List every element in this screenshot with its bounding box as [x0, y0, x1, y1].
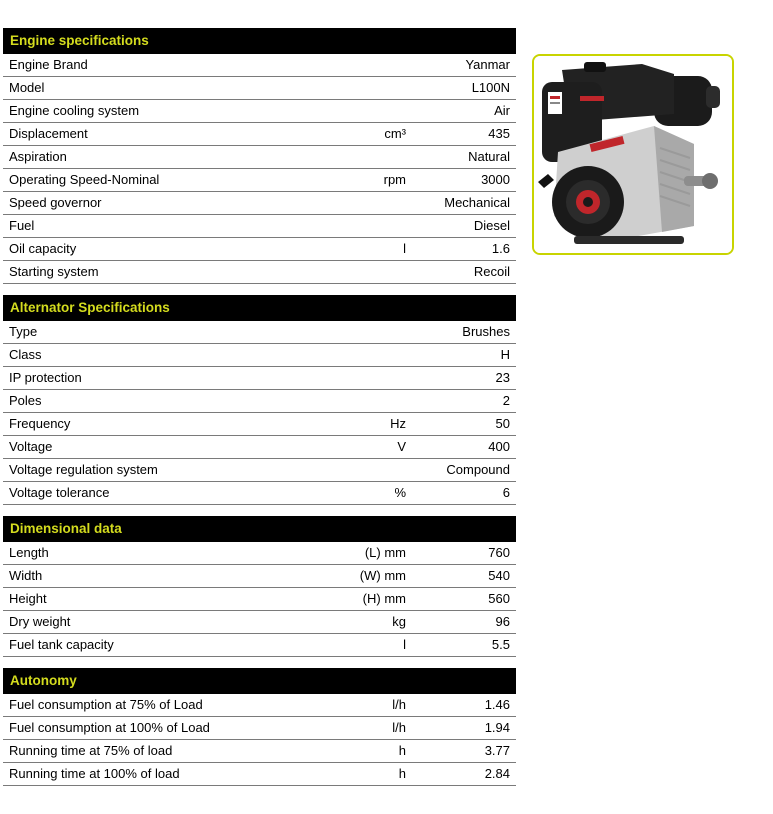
row-unit: l: [403, 241, 406, 256]
row-label: Dry weight: [9, 614, 71, 629]
section-autonomy: [3, 668, 516, 786]
row-label: Frequency: [9, 416, 71, 431]
row-value: Diesel: [473, 218, 510, 233]
row-value: 540: [488, 568, 510, 583]
section-title-alternator: Alternator Specifications: [3, 295, 516, 321]
row-label: Speed governor: [9, 195, 102, 210]
section-alternator: [3, 295, 516, 505]
spec-row-engine-brand: [3, 54, 516, 77]
spec-row-width: [3, 565, 516, 588]
spec-row-class: [3, 344, 516, 367]
row-value: 2.84: [484, 766, 510, 781]
spec-row-model: [3, 77, 516, 100]
row-unit: h: [398, 766, 406, 781]
spec-row-consumption-100: [3, 717, 516, 740]
row-label: Voltage regulation system: [9, 462, 158, 477]
row-label: Fuel consumption at 100% of Load: [9, 720, 210, 735]
spec-row-ip-protection: [3, 367, 516, 390]
section-engine: [3, 28, 516, 284]
row-value: Yanmar: [465, 57, 510, 72]
row-value: L100N: [471, 80, 510, 95]
row-label: Fuel tank capacity: [9, 637, 114, 652]
row-label: Fuel: [9, 218, 35, 233]
spec-row-fuel: [3, 215, 516, 238]
spec-row-running-time-100: [3, 763, 516, 786]
row-value: 2: [502, 393, 510, 408]
row-value: 1.6: [491, 241, 510, 256]
row-label: IP protection: [9, 370, 82, 385]
spec-row-length: [3, 542, 516, 565]
row-unit: l: [403, 637, 406, 652]
row-unit: l/h: [392, 720, 406, 735]
row-value: 50: [495, 416, 510, 431]
row-value: 1.94: [484, 720, 510, 735]
row-label: Width: [9, 568, 43, 583]
row-unit: Hz: [390, 416, 406, 431]
spec-row-starting-system: [3, 261, 516, 284]
row-value: Compound: [446, 462, 510, 477]
row-label: Poles: [9, 393, 42, 408]
row-label: Operating Speed-Nominal: [9, 172, 160, 187]
row-value: 760: [488, 545, 510, 560]
spec-row-dry-weight: [3, 611, 516, 634]
row-value: 96: [495, 614, 510, 629]
row-label: Aspiration: [9, 149, 67, 164]
engine-illustration: [534, 56, 732, 253]
row-unit: (L) mm: [364, 545, 406, 560]
spec-row-poles: [3, 390, 516, 413]
engine-photo: [532, 54, 734, 255]
section-title-dimensional: Dimensional data: [3, 516, 516, 542]
row-value: Natural: [468, 149, 510, 164]
row-value: 6: [502, 485, 510, 500]
row-label: Voltage: [9, 439, 53, 454]
spec-row-aspiration: [3, 146, 516, 169]
row-unit: V: [397, 439, 406, 454]
spec-row-frequency: [3, 413, 516, 436]
row-label: Engine Brand: [9, 57, 88, 72]
row-label: Oil capacity: [9, 241, 77, 256]
row-value: 23: [495, 370, 510, 385]
row-unit: rpm: [383, 172, 406, 187]
row-value: 1.46: [484, 697, 510, 712]
row-value: Air: [494, 103, 510, 118]
row-label: Class: [9, 347, 42, 362]
row-label: Voltage tolerance: [9, 485, 110, 500]
row-value: 560: [488, 591, 510, 606]
spec-row-cooling: [3, 100, 516, 123]
row-value: 3.77: [484, 743, 510, 758]
row-unit: l/h: [392, 697, 406, 712]
row-label: Fuel consumption at 75% of Load: [9, 697, 203, 712]
spec-row-height: [3, 588, 516, 611]
row-label: Model: [9, 80, 45, 95]
spec-row-type: [3, 321, 516, 344]
row-label: Height: [9, 591, 47, 606]
spec-row-voltage-tolerance: [3, 482, 516, 505]
spec-row-consumption-75: [3, 694, 516, 717]
spec-row-voltage-regulation: [3, 459, 516, 482]
row-label: Running time at 75% of load: [9, 743, 173, 758]
spec-row-running-time-75: [3, 740, 516, 763]
row-unit: h: [398, 743, 406, 758]
row-unit: %: [394, 485, 406, 500]
spec-row-displacement: [3, 123, 516, 146]
row-value: H: [500, 347, 510, 362]
spec-row-speed-governor: [3, 192, 516, 215]
row-label: Length: [9, 545, 49, 560]
row-unit: (H) mm: [362, 591, 406, 606]
row-label: Running time at 100% of load: [9, 766, 180, 781]
row-value: 3000: [481, 172, 510, 187]
section-title-engine: Engine specifications: [3, 28, 516, 54]
row-value: 400: [488, 439, 510, 454]
row-value: Recoil: [473, 264, 510, 279]
row-label: Type: [9, 324, 38, 339]
spec-row-oil-capacity: [3, 238, 516, 261]
spec-row-operating-speed: [3, 169, 516, 192]
row-label: Engine cooling system: [9, 103, 140, 118]
row-value: Mechanical: [444, 195, 510, 210]
row-value: Brushes: [462, 324, 510, 339]
row-unit: kg: [392, 614, 406, 629]
row-unit: (W) mm: [359, 568, 406, 583]
spec-row-voltage: [3, 436, 516, 459]
section-dimensional: [3, 516, 516, 657]
spec-row-fuel-tank: [3, 634, 516, 657]
row-value: 435: [488, 126, 510, 141]
row-value: 5.5: [491, 637, 510, 652]
spec-table: [3, 28, 516, 797]
row-label: Starting system: [9, 264, 99, 279]
section-title-autonomy: Autonomy: [3, 668, 516, 694]
row-label: Displacement: [9, 126, 88, 141]
row-unit: cm³: [384, 126, 406, 141]
